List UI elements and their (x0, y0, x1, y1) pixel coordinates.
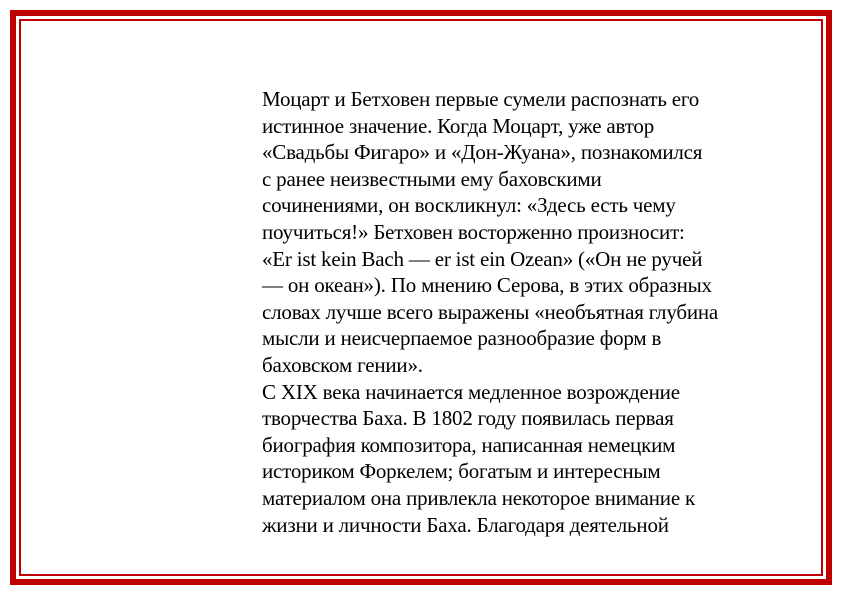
body-text (262, 86, 782, 538)
text-line-9: словах лучше всего выражены «необъятная глубина (262, 299, 719, 324)
text-line-5: сочинениями, он воскликнул: «Здесь есть чему (262, 193, 676, 218)
text-line-17: жизни и личности Баха. Благодаря деятельной (262, 512, 669, 537)
text-line-15: историком Форкелем; богатым и интересным (262, 459, 661, 484)
text-line-12: С XIX века начинается медленное возрождение (262, 379, 680, 404)
text-line-11: баховском гении». (262, 352, 423, 377)
text-line-1: Моцарт и Бетховен первые сумели распознать его (262, 87, 700, 111)
text-line-7: «Er ist kein Bach — er ist ein Ozean» («Он не ручей (262, 246, 703, 271)
text-line-13: творчества Баха. В 1802 году появилась первая (262, 406, 674, 431)
text-line-4: с ранее неизвестными ему баховскими (262, 166, 602, 191)
text-line-2: истинное значение. Когда Моцарт, уже автор (262, 113, 655, 138)
text-line-14: биография композитора, написанная немецким (262, 432, 676, 457)
text-line-16: материалом она привлекла некоторое внимание к (262, 485, 696, 510)
text-line-3: «Свадьбы Фигаро» и «Дон-Жуана», познакомился (262, 140, 703, 165)
text-line-8: — он океан»). По мнению Серова, в этих образных (262, 273, 712, 298)
text-line-6: поучиться!» Бетховен восторженно произносит: (262, 219, 685, 244)
text-line-10: мысли и неисчерпаемое разнообразие форм в (262, 326, 662, 351)
